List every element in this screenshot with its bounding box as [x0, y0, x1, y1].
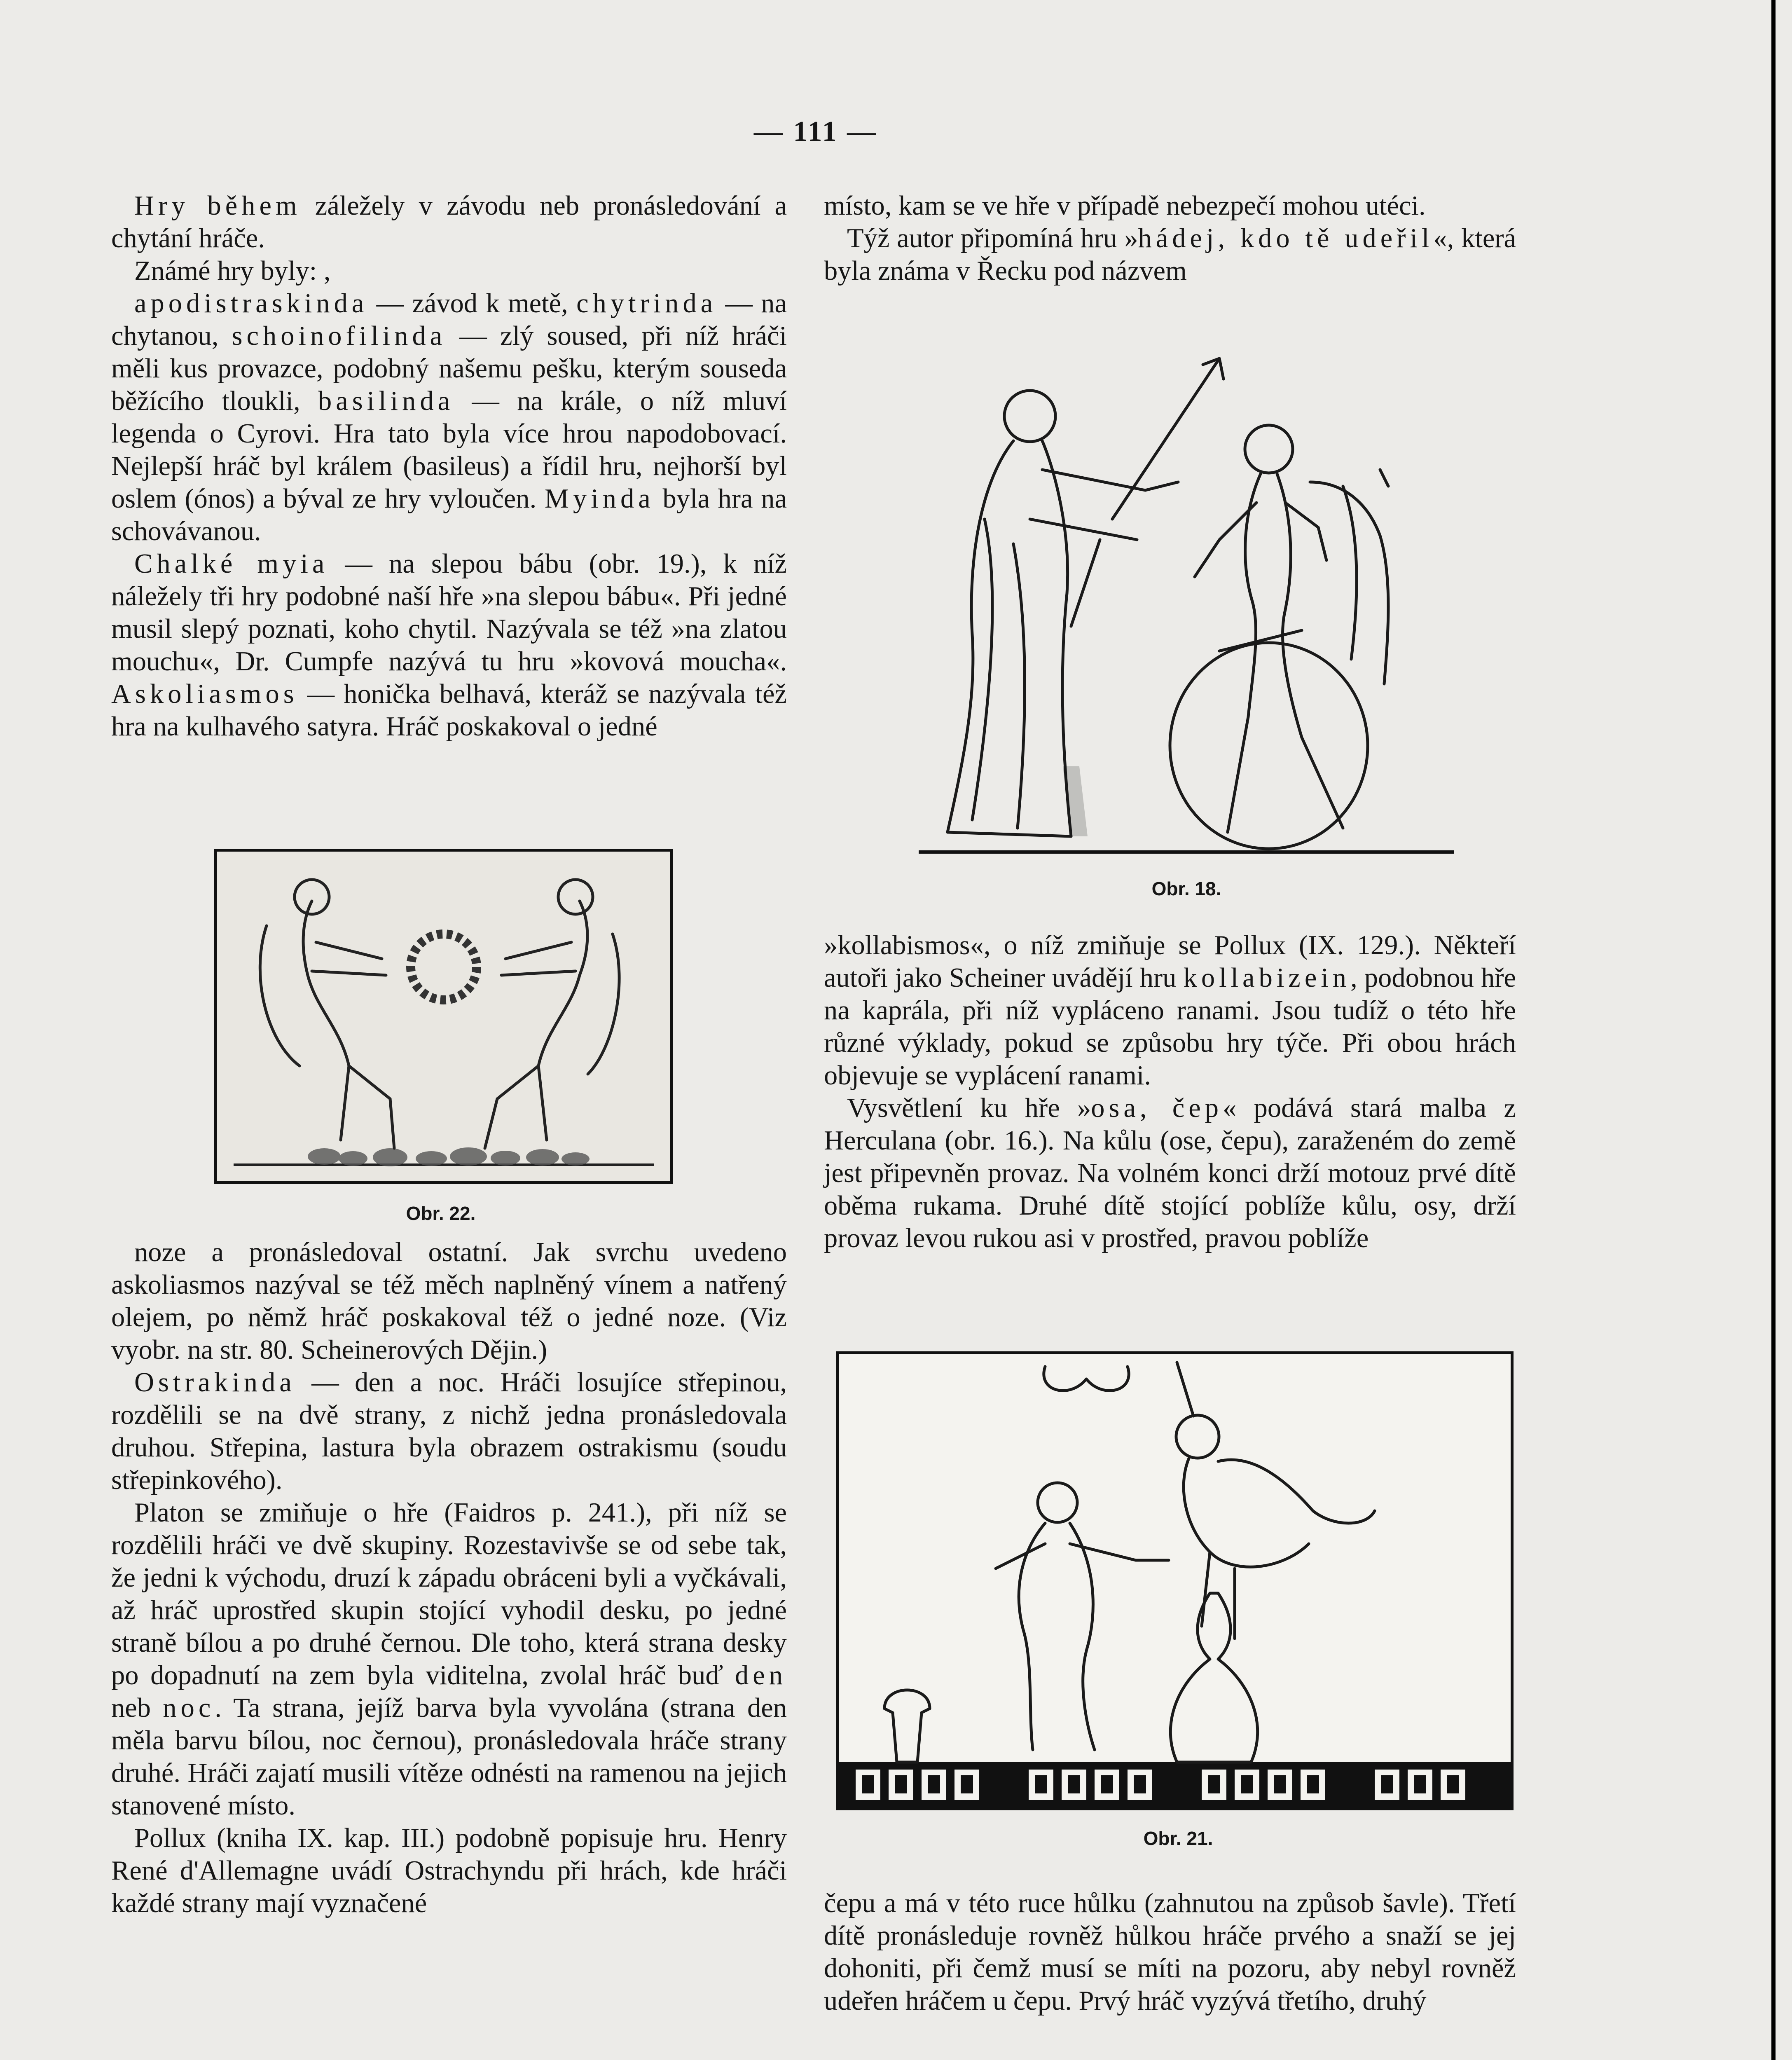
text-run: Vysvětlení ku hře » — [847, 1093, 1091, 1123]
paragraph — [824, 190, 1516, 222]
text-run: , podobnou hře na kaprála, při níž vypláceno ranami. Jsou tudíž o této hře různé výklady, pokud se způsobu hry týče. Při obou hrách objevuje se vyplácení ranami. — [824, 963, 1516, 1091]
robed-figure-and-youth-with-hoop-drawing — [906, 346, 1462, 861]
text-run: čepu a má v této ruce hůlku (zahnutou na způsob šavle). Třetí dítě pronásleduje rovněž hůlkou hráče prvého a snaží se jej dohoniti, při čemž musí se míti na pozoru, aby nebyl rovněž udeřen hráčem u čepu. Prvý hráč vyzývá třetího, druhý — [824, 1888, 1516, 2016]
paragraph — [111, 287, 787, 548]
paragraph — [824, 1092, 1516, 1255]
text-run: Známé hry byly: , — [134, 256, 331, 286]
two-satyrs-wreath-drawing — [217, 852, 670, 1181]
spaced-emphasis-text: noc — [163, 1693, 215, 1723]
figure-18-caption: Obr. 18. — [1151, 878, 1221, 899]
paragraph — [111, 1496, 787, 1822]
left-column-bottom-text — [111, 1236, 787, 1920]
text-run: místo, kam se ve hře v případě nebezpečí mohou utéci. — [824, 191, 1426, 221]
spaced-emphasis-text: Myinda — [544, 484, 655, 514]
paragraph — [111, 1236, 787, 1366]
figure-21-illustration — [836, 1351, 1514, 1810]
paragraph — [111, 1822, 787, 1920]
text-run: — na krále, o níž mluví legenda o Cyrovi. Hra tato byla více hrou napodobovací. Nejlepší hráč byl králem (basileus) a řídil hru, nejhorší byl oslem (ónos) a býval ze hry vyloučen. — [111, 386, 787, 514]
spaced-emphasis-text: schoinofilinda — [232, 321, 447, 351]
paragraph — [824, 929, 1516, 1092]
text-run: — závod k metě, — [368, 288, 577, 318]
text-run: byla hra na schovávanou. — [111, 484, 787, 546]
right-column-middle-text — [824, 929, 1516, 1255]
text-run: « podává stará malba z Herculana (obr. 16.). Na kůlu (ose, čepu), zaraženém do země jest připevněn provaz. Na volném konci drží motouz prvé dítě oběma rukama. Druhé dítě stojící poblíže kůlu, osy, drží provaz levou rukou asi v prostřed, pravou poblíže — [824, 1093, 1516, 1253]
text-run: — na chytanou, — [111, 288, 787, 351]
left-column-top-text — [111, 190, 787, 743]
text-run: záležely v závodu neb pronásledování a chytání hráče. — [111, 191, 787, 253]
spaced-emphasis-text: basilinda — [318, 386, 454, 416]
spaced-emphasis-text: Askoliasmos — [111, 679, 298, 709]
page-number: — 111 — — [753, 116, 878, 147]
paragraph — [111, 190, 787, 255]
spaced-emphasis-text: hádej, kdo tě udeřil — [1138, 223, 1434, 253]
spaced-emphasis-text: Hry během — [134, 191, 301, 221]
paragraph — [111, 548, 787, 743]
text-run: »kollabismos«, o níž zmiňuje se Pollux (IX. 129.). Někteří autoři jako Scheiner uvádějí hru — [824, 930, 1516, 993]
paragraph — [824, 1887, 1516, 2017]
paragraph — [111, 1366, 787, 1496]
text-run: — na slepou bábu (obr. 19.), k níž náležely tři hry podobné naší hře »na slepou bábu«. Při jedné musil slepý poznati, koho chytil. Nazývala se též »na zlatou mouchu«, Dr. Cumpfe nazývá tu hru »kovová moucha«. — [111, 549, 787, 677]
paragraph — [111, 255, 787, 287]
women-playing-and-vases-drawing — [839, 1354, 1511, 1807]
figure-18-illustration — [906, 346, 1462, 861]
text-run: Pollux (kniha IX. kap. III.) podobně popisuje hru. Henry René d'Allemagne uvádí Ostrachyndu při hrách, kde hráči každé strany mají vyznačené — [111, 1823, 787, 1918]
spaced-emphasis-text: apodistraskinda — [134, 288, 368, 318]
text-run: «, která byla známa v Řecku pod názvem — [824, 223, 1516, 286]
spaced-emphasis-text: den — [735, 1660, 787, 1690]
text-run: neb — [111, 1693, 163, 1723]
spaced-emphasis-text: Ostrakinda — [134, 1367, 296, 1398]
text-run: . Ta strana, jejíž barva byla vyvolána (strana den měla barvu bílou, noc černou), pronásledovala hráče strany druhé. Hráči zajatí musili vítěze odnésti na ramenou na jejich stanovené místo. — [111, 1693, 787, 1821]
text-run: Platon se zmiňuje o hře (Faidros p. 241.), při níž se rozdělili hráči ve dvě skupiny. Rozestavivše se od sebe tak, že jedni k východu, druzí k západu obráceni byli a vyčkávali, až hráč uprostřed skupin stojící vyhodil desku, po jedné straně bílou a po druhé černou. Dle toho, která strana desky po dopadnutí na zem byla viditelna, zvolal hráč buď — [111, 1498, 787, 1690]
right-column-bottom-text — [824, 1887, 1516, 2017]
scan-edge-right — [1771, 0, 1776, 2060]
spaced-emphasis-text: kollabizein — [1183, 963, 1351, 993]
text-run: — den a noc. Hráči losujíce střepinou, rozdělili se na dvě strany, z nichž jedna pronásledovala druhou. Střepina, lastura byla obrazem ostrakismu (soudu střepinkového). — [111, 1367, 787, 1495]
text-run: — zlý soused, při níž hráči měli kus provazce, podobný našemu pešku, kterým souseda běžícího tloukli, — [111, 321, 787, 416]
right-column-top-text — [824, 190, 1516, 287]
text-run: noze a pronásledoval ostatní. Jak svrchu uvedeno askoliasmos nazýval se též měch naplněný vínem a natřený olejem, po němž hráč poskakoval též o jedné noze. (Viz vyobr. na str. 80. Scheinerových Dějin.) — [111, 1237, 787, 1365]
text-run: — honička belhavá, kteráž se nazývala též hra na kulhavého satyra. Hráč poskakoval o jedné — [111, 679, 787, 742]
spaced-emphasis-text: Chalké myia — [134, 549, 329, 579]
figure-22-caption: Obr. 22. — [406, 1203, 476, 1224]
text-run: Týž autor připomíná hru » — [847, 223, 1138, 253]
paragraph — [824, 222, 1516, 287]
spaced-emphasis-text: chytrinda — [576, 288, 717, 318]
figure-22-illustration — [214, 849, 673, 1184]
spaced-emphasis-text: osa, čep — [1091, 1093, 1223, 1123]
figure-21-caption: Obr. 21. — [1143, 1828, 1213, 1849]
